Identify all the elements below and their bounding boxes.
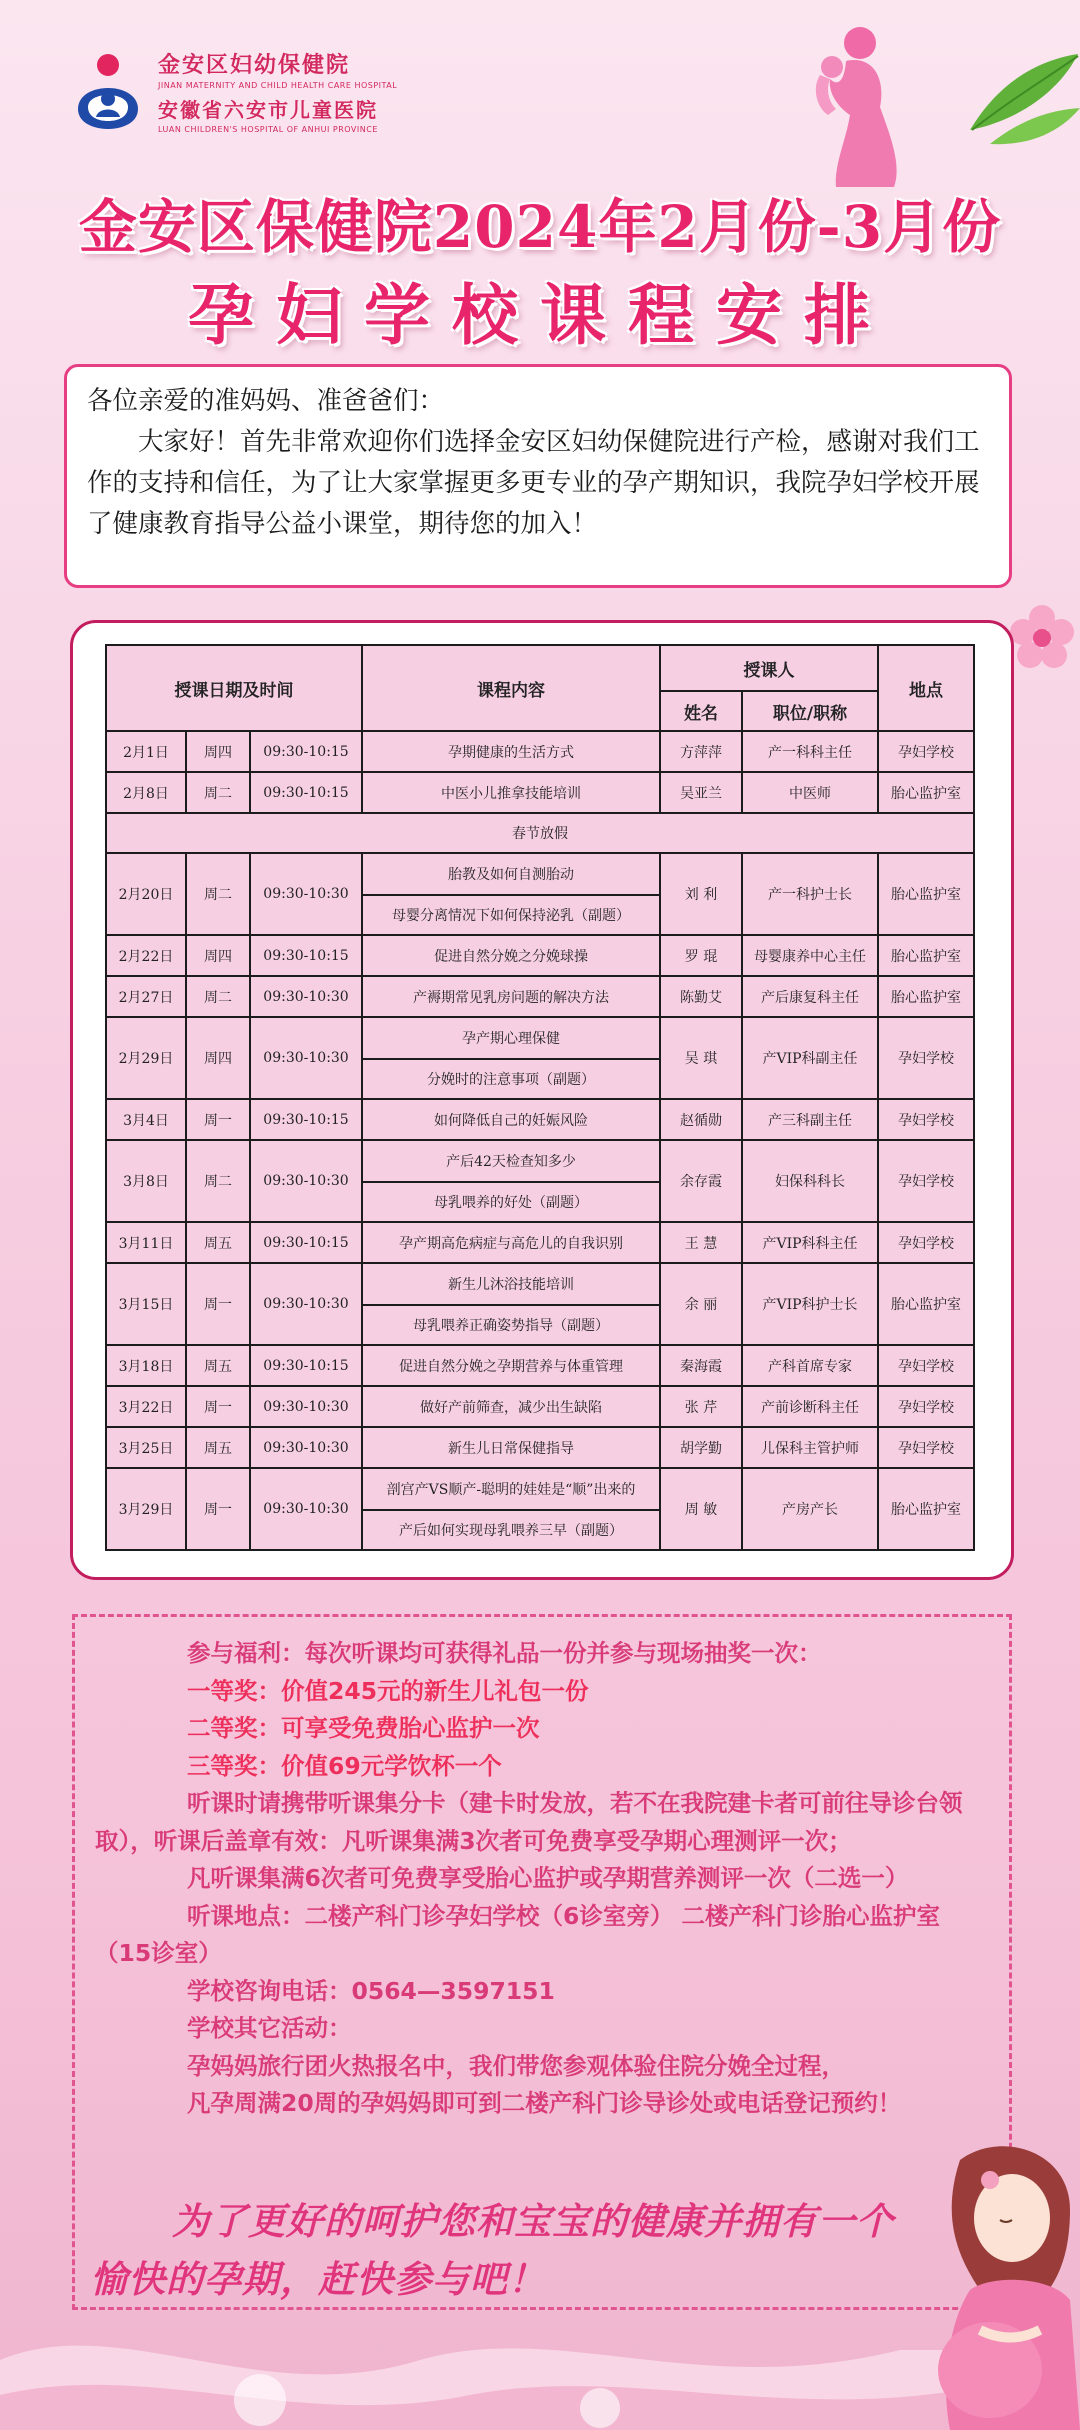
mother-child-silhouette-icon [790, 15, 930, 190]
cell-time: 09:30-10:15 [250, 772, 362, 813]
cell-date: 3月18日 [106, 1345, 186, 1386]
cell-weekday: 周五 [186, 1345, 250, 1386]
cell-location: 孕妇学校 [878, 1222, 974, 1263]
table-header-row [106, 645, 974, 691]
table-row [106, 853, 974, 895]
stamp-card-six-text: 凡听课集满6次者可免费享受胎心监护或孕期营养测评一次（二选一） [187, 1864, 909, 1892]
table-row [106, 935, 974, 976]
cell-lecturer-name: 周 敏 [660, 1468, 742, 1550]
cell-lecturer-title: 产VIP科科主任 [742, 1222, 878, 1263]
table-row [106, 1345, 974, 1386]
cell-lecturer-name: 余存霞 [660, 1140, 742, 1222]
cell-date: 2月29日 [106, 1017, 186, 1099]
pregnant-woman-illustration-icon [920, 2140, 1080, 2430]
prize-first: 一等奖：价值245元的新生儿礼包一份 [187, 1676, 589, 1705]
cell-topic: 新生儿沐浴技能培训 [362, 1263, 660, 1305]
cell-time: 09:30-10:30 [250, 1468, 362, 1550]
cell-time: 09:30-10:30 [250, 1386, 362, 1427]
cell-time: 09:30-10:15 [250, 1099, 362, 1140]
hospital-logo [70, 48, 397, 134]
cell-time: 09:30-10:30 [250, 976, 362, 1017]
leaves-decoration-icon [960, 40, 1080, 150]
logo-name-cn: 金安区妇幼保健院 [158, 53, 351, 78]
table-row-holiday [106, 813, 974, 853]
cell-lecturer-name: 王 慧 [660, 1222, 742, 1263]
table-row [106, 1099, 974, 1140]
closing-line-2: 愉快的孕期，赶快参与吧！ [90, 2258, 546, 2301]
cell-lecturer-title: 产三科副主任 [742, 1099, 878, 1140]
cell-date: 3月25日 [106, 1427, 186, 1468]
cell-subtopic: 分娩时的注意事项（副题） [362, 1059, 660, 1099]
closing-line-1: 为了更好的呵护您和宝宝的健康并拥有一个 [172, 2200, 894, 2243]
cell-location: 孕妇学校 [878, 731, 974, 772]
logo-name-en: JINAN MATERNITY AND CHILD HEALTH CARE HOSPITAL [158, 81, 398, 90]
cell-weekday: 周二 [186, 976, 250, 1017]
cell-date: 3月8日 [106, 1140, 186, 1222]
cell-location: 胎心监护室 [878, 976, 974, 1017]
schedule-body [106, 731, 974, 1550]
venue-text: 听课地点：二楼产科门诊孕妇学校（6诊室旁） 二楼产科门诊胎心监护室（15诊室） [95, 1901, 941, 1967]
cell-weekday: 周二 [186, 853, 250, 935]
cell-weekday: 周四 [186, 731, 250, 772]
cell-topic: 孕期健康的生活方式 [362, 731, 660, 772]
cell-topic: 胎教及如何自测胎动 [362, 853, 660, 895]
cell-location: 孕妇学校 [878, 1140, 974, 1222]
cell-topic: 中医小儿推拿技能培训 [362, 772, 660, 813]
intro-body: 大家好！首先非常欢迎你们选择金安区妇幼保健院进行产检，感谢对我们工作的支持和信任，为了让大家掌握更多更专业的孕产期知识，我院孕妇学校开展了健康教育指导公益小课堂，期待您的加入！ [87, 427, 980, 539]
cell-time: 09:30-10:15 [250, 935, 362, 976]
cell-location: 胎心监护室 [878, 853, 974, 935]
header-name: 姓名 [660, 691, 742, 731]
cell-location: 胎心监护室 [878, 935, 974, 976]
ribbon-decoration-icon [0, 2300, 960, 2430]
cell-lecturer-name: 胡学勤 [660, 1427, 742, 1468]
cell-topic: 新生儿日常保健指导 [362, 1427, 660, 1468]
cell-lecturer-title: 产VIP科护士长 [742, 1263, 878, 1345]
cell-date: 3月15日 [106, 1263, 186, 1345]
cell-date: 2月27日 [106, 976, 186, 1017]
cell-date: 3月4日 [106, 1099, 186, 1140]
cell-topic: 做好产前筛查，减少出生缺陷 [362, 1386, 660, 1427]
cell-lecturer-name: 方萍萍 [660, 731, 742, 772]
cell-lecturer-name: 赵循勋 [660, 1099, 742, 1140]
cell-lecturer-title: 产前诊断科主任 [742, 1386, 878, 1427]
cell-location: 孕妇学校 [878, 1099, 974, 1140]
cell-holiday: 春节放假 [106, 813, 974, 853]
cell-lecturer-name: 吴 琪 [660, 1017, 742, 1099]
cell-location: 胎心监护室 [878, 772, 974, 813]
cell-lecturer-name: 张 芹 [660, 1386, 742, 1427]
cell-subtopic: 产后如何实现母乳喂养三早（副题） [362, 1510, 660, 1550]
prize-second: 二等奖：可享受免费胎心监护一次 [187, 1714, 540, 1742]
cell-lecturer-name: 余 丽 [660, 1263, 742, 1345]
cell-date: 2月8日 [106, 772, 186, 813]
cell-location: 孕妇学校 [878, 1386, 974, 1427]
cell-topic: 促进自然分娩之分娩球操 [362, 935, 660, 976]
cell-topic: 产后42天检查知多少 [362, 1140, 660, 1182]
cell-time: 09:30-10:30 [250, 1140, 362, 1222]
table-row [106, 976, 974, 1017]
cell-weekday: 周五 [186, 1222, 250, 1263]
cell-time: 09:30-10:30 [250, 853, 362, 935]
table-row [106, 1222, 974, 1263]
header-lecturer: 授课人 [660, 645, 878, 691]
cell-lecturer-name: 秦海霞 [660, 1345, 742, 1386]
cell-date: 3月11日 [106, 1222, 186, 1263]
cell-weekday: 周二 [186, 1140, 250, 1222]
cell-time: 09:30-10:15 [250, 1222, 362, 1263]
header-location: 地点 [878, 645, 974, 731]
page-subtitle: 孕妇学校课程安排 [188, 276, 892, 354]
cell-subtopic: 母婴分离情况下如何保持泌乳（副题） [362, 895, 660, 935]
cell-topic: 产褥期常见乳房问题的解决方法 [362, 976, 660, 1017]
closing-slogan [90, 2193, 990, 2309]
schedule-table [105, 644, 975, 1551]
table-row [106, 1017, 974, 1059]
table-row [106, 772, 974, 813]
cell-lecturer-title: 产科首席专家 [742, 1345, 878, 1386]
cell-subtopic: 母乳喂养正确姿势指导（副题） [362, 1305, 660, 1345]
phone-text: 学校咨询电话：0564—3597151 [187, 1976, 555, 2005]
cell-lecturer-title: 产一科护士长 [742, 853, 878, 935]
table-row [106, 1386, 974, 1427]
cell-lecturer-title: 产VIP科副主任 [742, 1017, 878, 1099]
cell-weekday: 周一 [186, 1386, 250, 1427]
page-title: 金安区保健院2024年2月份-3月份 [78, 193, 1002, 261]
intro-card [64, 364, 1012, 588]
cell-weekday: 周一 [186, 1099, 250, 1140]
table-row [106, 731, 974, 772]
header-datetime: 授课日期及时间 [106, 645, 362, 731]
cell-lecturer-title: 产房产长 [742, 1468, 878, 1550]
table-row [106, 1140, 974, 1182]
other-activities-label: 学校其它活动： [187, 2014, 352, 2042]
logo-subname-cn: 安徽省六安市儿童医院 [158, 98, 378, 122]
cell-time: 09:30-10:15 [250, 1345, 362, 1386]
cell-time: 09:30-10:30 [250, 1427, 362, 1468]
cell-date: 3月22日 [106, 1386, 186, 1427]
cell-date: 2月20日 [106, 853, 186, 935]
cell-weekday: 周四 [186, 935, 250, 976]
table-row [106, 1263, 974, 1305]
intro-greeting: 各位亲爱的准妈妈、准爸爸们： [87, 386, 445, 416]
cell-lecturer-title: 儿保科主管护师 [742, 1427, 878, 1468]
cell-topic: 如何降低自己的妊娠风险 [362, 1099, 660, 1140]
cell-lecturer-name: 吴亚兰 [660, 772, 742, 813]
welfare-text: 参与福利：每次听课均可获得礼品一份并参与现场抽奖一次： [187, 1639, 822, 1667]
cell-lecturer-title: 母婴康养中心主任 [742, 935, 878, 976]
cell-location: 孕妇学校 [878, 1427, 974, 1468]
table-row [106, 1468, 974, 1510]
cell-lecturer-name: 刘 利 [660, 853, 742, 935]
header-content: 课程内容 [362, 645, 660, 731]
cell-time: 09:30-10:15 [250, 731, 362, 772]
cell-location: 胎心监护室 [878, 1468, 974, 1550]
cell-lecturer-title: 妇保科科长 [742, 1140, 878, 1222]
cell-lecturer-name: 陈勤艾 [660, 976, 742, 1017]
cell-location: 胎心监护室 [878, 1263, 974, 1345]
tour-booking-text: 凡孕周满20周的孕妈妈即可到二楼产科门诊导诊处或电话登记预约！ [187, 2089, 902, 2117]
cell-weekday: 周四 [186, 1017, 250, 1099]
header-title: 职位/职称 [742, 691, 878, 731]
cell-location: 孕妇学校 [878, 1017, 974, 1099]
prize-third: 三等奖：价值69元学饮杯一个 [187, 1751, 502, 1780]
table-row [106, 1427, 974, 1468]
logo-subname-en: LUAN CHILDREN'S HOSPITAL OF ANHUI PROVINCE [158, 125, 378, 134]
cell-lecturer-title: 中医师 [742, 772, 878, 813]
cell-weekday: 周一 [186, 1263, 250, 1345]
cell-lecturer-title: 产后康复科主任 [742, 976, 878, 1017]
cell-date: 3月29日 [106, 1468, 186, 1550]
cell-time: 09:30-10:30 [250, 1017, 362, 1099]
cell-time: 09:30-10:30 [250, 1263, 362, 1345]
cell-topic: 促进自然分娩之孕期营养与体重管理 [362, 1345, 660, 1386]
stamp-card-text: 听课时请携带听课集分卡（建卡时发放，若不在我院建卡者可前往导诊台领取），听课后盖章有效：凡听课集满3次者可免费享受孕期心理测评一次； [95, 1789, 963, 1855]
tour-text: 孕妈妈旅行团火热报名中，我们带您参观体验住院分娩全过程， [187, 2051, 845, 2080]
cell-topic: 孕产期心理保健 [362, 1017, 660, 1059]
cell-subtopic: 母乳喂养的好处（副题） [362, 1182, 660, 1222]
hospital-logo-icon [70, 51, 146, 131]
cell-date: 2月1日 [106, 731, 186, 772]
cell-topic: 剖宫产VS顺产-聪明的娃娃是“顺”出来的 [362, 1468, 660, 1510]
cell-weekday: 周一 [186, 1468, 250, 1550]
cell-topic: 孕产期高危病症与高危儿的自我识别 [362, 1222, 660, 1263]
cell-weekday: 周二 [186, 772, 250, 813]
cell-date: 2月22日 [106, 935, 186, 976]
flower-decoration-icon [1005, 600, 1080, 675]
cell-location: 孕妇学校 [878, 1345, 974, 1386]
cell-lecturer-name: 罗 琨 [660, 935, 742, 976]
cell-lecturer-title: 产一科科主任 [742, 731, 878, 772]
cell-weekday: 周五 [186, 1427, 250, 1468]
